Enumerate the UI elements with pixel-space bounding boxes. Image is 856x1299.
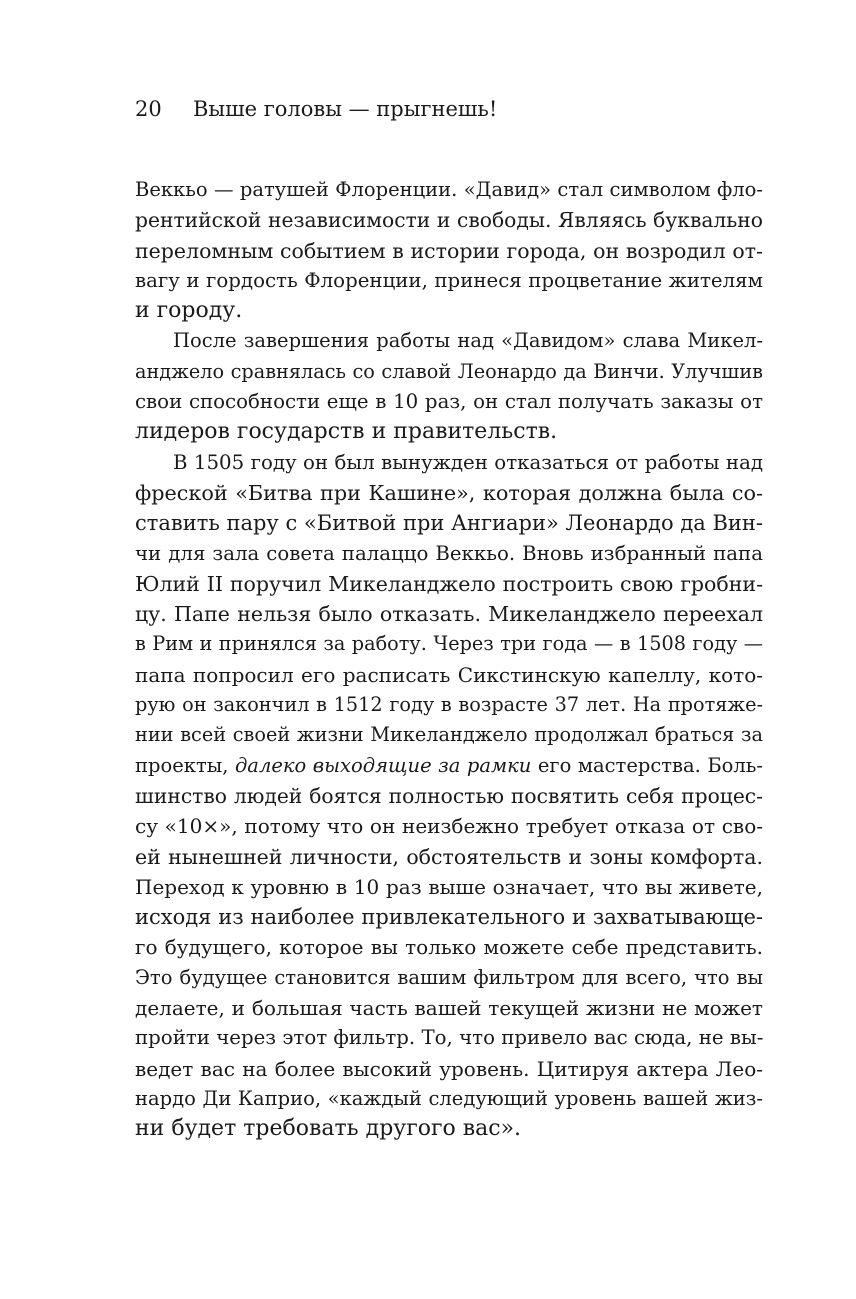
text-line: ни будет требовать другого вас». <box>135 1116 522 1142</box>
text-fragment: его мастерства. Боль- <box>531 753 763 777</box>
body-text <box>135 175 763 1145</box>
running-title: Выше головы — прыгнешь! <box>193 97 498 121</box>
text-line: Юлий II поручил Микеланджело построить свою гробни- <box>135 571 763 596</box>
text-line: фреской «Битва при Кашине», которая должна была со- <box>135 480 763 505</box>
text-line: вагу и гордость Флоренции, принеся процветание жителям <box>135 268 763 292</box>
italic-emphasis: далеко выходящие за рамки <box>234 753 532 777</box>
text-line: ей нынешней личности, обстоятельств и зоны комфорта. <box>135 844 763 869</box>
running-header <box>135 96 497 122</box>
text-fragment: проекты, <box>135 753 235 777</box>
text-line: исходя из наиболее привлекательного и захватывающе- <box>135 905 763 930</box>
text-line: су «10×», потому что он неизбежно требует отказа от сво- <box>135 814 763 839</box>
text-line: лидеров государств и правительств. <box>135 419 558 445</box>
text-line: рую он закончил в 1512 году в возрасте 37 лет. На протяже- <box>135 693 763 717</box>
text-line: цу. Папе нельзя было отказать. Микеланджело переехал <box>135 602 763 627</box>
text-line: папа попросил его расписать Сикстинскую капеллу, кото- <box>135 662 763 687</box>
text-line-with-italic <box>135 751 763 781</box>
text-line: Переход к уровню в 10 раз выше означает, что вы живете, <box>135 874 763 899</box>
text-line: го будущего, которое вы только можете себе представить. <box>135 935 763 960</box>
text-line: шинство людей боятся полностью посвятить себя процес- <box>135 783 763 808</box>
text-line: рентийской независимости и свободы. Являясь буквально <box>135 208 763 233</box>
text-line: После завершения работы над «Давидом» слава Микел- <box>173 329 763 353</box>
text-line: анджело сравнялась со славой Леонардо да Винчи. Улучшив <box>135 359 763 383</box>
page-number: 20 <box>135 97 162 121</box>
text-line: пройти через этот фильтр. То, что привело вас сюда, не вы- <box>135 1026 764 1050</box>
text-line: нии всей своей жизни Микеланджело продолжал браться за <box>135 723 763 747</box>
text-line: ставить пару с «Битвой при Ангиари» Леонардо да Вин- <box>135 511 763 536</box>
text-line: чи для зала совета палаццо Веккьо. Вновь избранный папа <box>135 541 763 565</box>
text-line: и городу. <box>135 298 243 324</box>
text-line: Веккьо — ратушей Флоренции. «Давид» стал символом фло- <box>135 178 763 201</box>
text-line: ведет вас на более высокий уровень. Цитируя актера Лео- <box>135 1056 763 1081</box>
text-line: переломным событием в истории города, он возродил от- <box>135 238 763 263</box>
text-line: свои способности еще в 10 раз, он стал получать заказы от <box>135 390 763 414</box>
text-line: В 1505 году он был вынужден отказаться от работы над <box>173 450 763 474</box>
text-line: делаете, и большая часть вашей текущей жизни не может <box>135 996 763 1021</box>
text-line: в Рим и принялся за работу. Через три года — в 1508 году — <box>135 632 763 656</box>
text-line: Это будущее становится вашим фильтром для всего, что вы <box>135 965 763 989</box>
text-line: нардо Ди Каприо, «каждый следующий уровень вашей жиз- <box>135 1086 763 1110</box>
